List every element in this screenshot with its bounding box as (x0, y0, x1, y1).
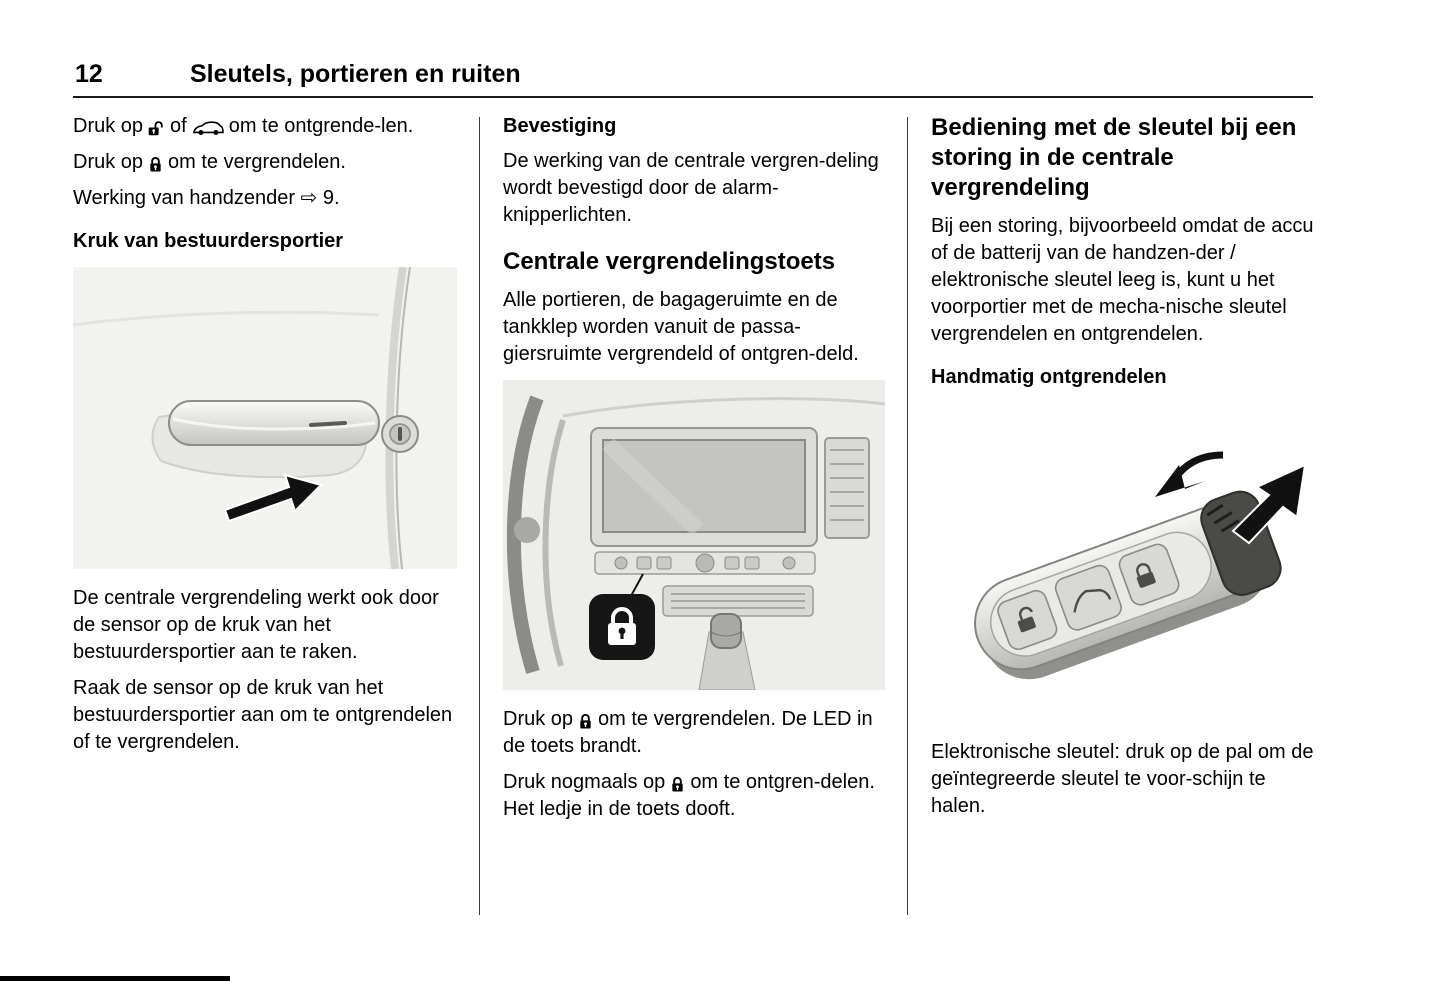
body-paragraph: Werking van handzender ⇨ 9. (73, 187, 340, 209)
text-segment: om te vergrendelen. (168, 151, 346, 173)
column-left (73, 113, 457, 765)
lock-icon (578, 713, 593, 730)
unlock-icon (148, 120, 165, 137)
body-paragraph (73, 149, 457, 176)
text-segment: om te vergrendelen. De LED in de toets brandt. (503, 708, 873, 757)
center-console-figure (503, 380, 887, 690)
body-paragraph: Bij een storing, bijvoorbeeld omdat de accu of de batterij van de handzen-der / elektronische sleutel leeg is, kunt u het voorportier met de mecha-nische sleutel vergrendelen en ontgrendelen. (931, 215, 1314, 345)
text-segment: of (170, 115, 187, 137)
car-remote-icon (192, 121, 224, 136)
section-heading-large: Centrale vergrendelingstoets (503, 248, 836, 275)
body-paragraph: De centrale vergrendeling werkt ook door de sensor op de kruk van het bestuurdersportier aan te raken. (73, 587, 439, 663)
section-heading: Handmatig ontgrendelen (931, 366, 1167, 388)
body-paragraph: Raak de sensor op de kruk van het bestuurdersportier aan om te ontgrendelen of te vergrendelen. (73, 677, 453, 753)
body-paragraph (503, 769, 887, 823)
text-segment: Druk op (73, 151, 144, 173)
section-heading: Kruk van bestuurdersportier (73, 230, 344, 252)
body-paragraph: De werking van de centrale vergren-deling wordt bevestigd door de alarm-knipperlichten. (503, 150, 879, 226)
electronic-key-figure (931, 403, 1316, 723)
center-console-illustration (503, 380, 885, 690)
text-segment: om te ontgrende-len. (228, 115, 414, 137)
text-segment: om te ontgren-delen. Het ledje in de toets dooft. (503, 771, 875, 820)
section-heading-large: Bediening met de sleutel bij een storing in de centrale vergrendeling (931, 114, 1297, 201)
body-paragraph: Elektronische sleutel: druk op de pal om de geïntegreerde sleutel te voor-schijn te halen. (931, 741, 1314, 817)
body-paragraph (73, 113, 457, 140)
column-divider-right (907, 117, 908, 915)
lock-icon (148, 156, 163, 173)
gear-shifter (711, 614, 741, 648)
text-segment: Druk nogmaals op (503, 771, 666, 793)
section-heading: Bevestiging (503, 115, 617, 137)
body-paragraph (503, 706, 887, 760)
text-segment: Druk op (503, 708, 574, 730)
text-segment: Druk op (73, 115, 144, 137)
column-right (931, 113, 1316, 829)
page-bottom-edge (0, 976, 230, 981)
door-handle-figure (73, 267, 457, 569)
header-rule (73, 96, 1313, 98)
body-paragraph: Alle portieren, de bagageruimte en de tankklep worden vanuit de passa-giersruimte vergrendeld of ontgren-deld. (503, 289, 859, 365)
page-number: 12 (75, 60, 103, 88)
column-divider-left (479, 117, 480, 915)
lock-button-callout (589, 594, 655, 660)
door-handle-illustration (73, 267, 457, 569)
column-middle (503, 113, 887, 832)
electronic-key-illustration (931, 403, 1316, 723)
lock-icon (670, 776, 685, 793)
page-title: Sleutels, portieren en ruiten (190, 60, 521, 88)
